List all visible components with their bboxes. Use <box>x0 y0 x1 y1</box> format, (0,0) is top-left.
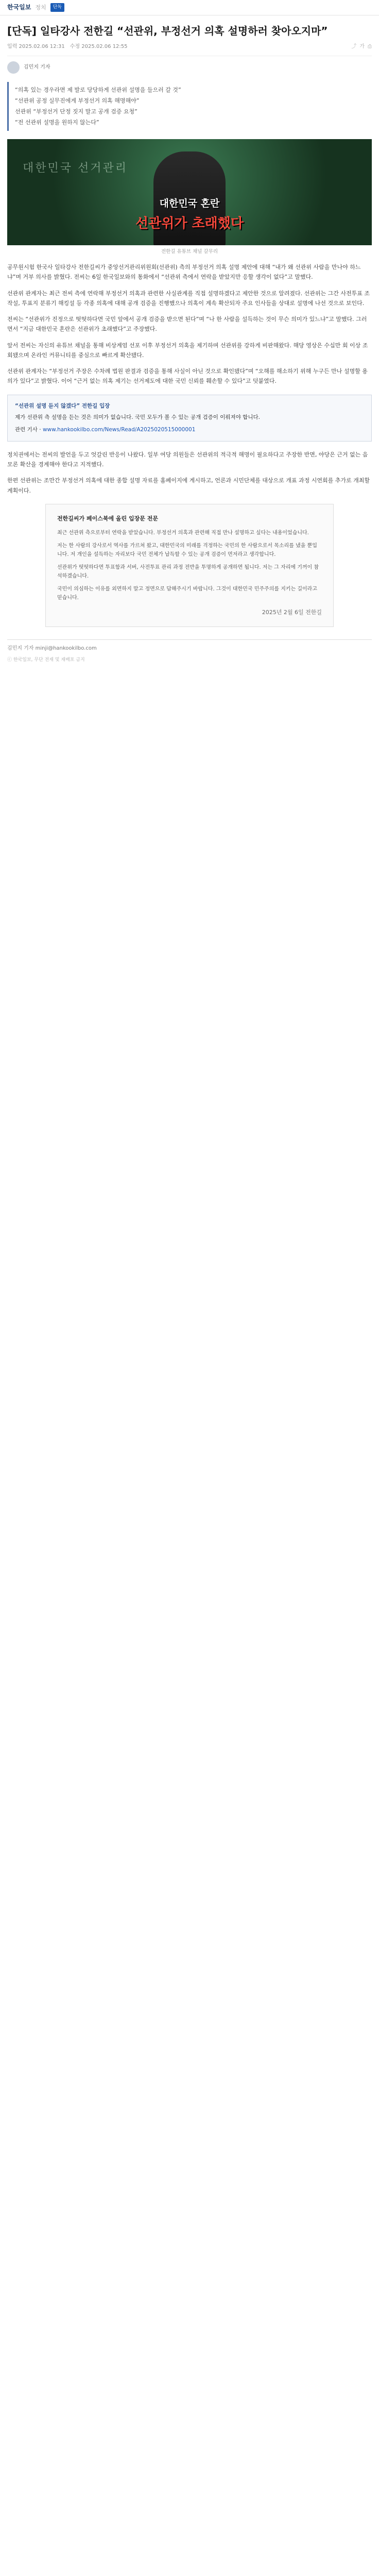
published-date: 입력 2025.02.06 12:31 <box>7 44 65 49</box>
reporter-email[interactable]: 김민지 기자 minji@hankookilbo.com <box>7 646 97 652</box>
quote-label: “선관위 설명 듣지 않겠다” 전한길 입장 <box>15 402 110 409</box>
related-label: 관련 기사 <box>15 427 38 433</box>
statement-document <box>45 504 334 628</box>
document-paragraph: 최근 선관위 측으로부터 연락을 받았습니다. 부정선거 의혹과 관련해 직접 만나 설명하고 싶다는 내용이었습니다. <box>57 530 309 536</box>
updated-date: 수정 2025.02.06 12:55 <box>70 44 128 49</box>
document-title: 전한길씨가 페이스북에 올린 입장문 전문 <box>57 515 158 522</box>
share-tools <box>351 42 372 52</box>
document-signoff: 2025년 2월 6일 전한길 <box>262 609 322 616</box>
body-paragraph: 공무원시험 한국사 일타강사 전한길씨가 중앙선거관리위원회(선관위) 측의 부정선거 의혹 설명 제안에 대해 “내가 왜 선관위 사람을 만나야 하느냐”며 거부 의사를 밝혔다. 전씨는 6일 한국일보와의 통화에서 “선관위 측에서 연락을 받았지만 응할 생각이 없다”고 말했다. <box>7 264 361 281</box>
section-breadcrumb[interactable]: 정치 <box>35 4 46 11</box>
quote-box: “선관위 설명 듣지 않겠다” 전한길 입장 제가 선관위 측 설명을 듣는 것은 의미가 없습니다. 국민 모두가 볼 수 있는 공개 검증이 이뤄져야 합니다. 관련 기사 · www.hankookilbo.com/News/Read/A2025020515000001 <box>7 395 372 442</box>
body-paragraph: 정치권에서는 전씨의 발언을 두고 엇갈린 반응이 나왔다. 일부 여당 의원들은 선관위의 적극적 해명이 필요하다고 주장한 반면, 야당은 근거 없는 음모론 확산을 경계해야 한다고 지적했다. <box>7 451 368 468</box>
article-meta <box>7 42 372 56</box>
reporter-name[interactable]: 김민지 기자 <box>24 64 50 70</box>
article-summary <box>7 82 372 131</box>
chalkboard-text: 대한민국 선거관리 <box>23 161 128 175</box>
article-body-continued <box>7 450 372 496</box>
document-paragraph: 국민이 의심하는 이유를 외면하지 말고 정면으로 답해주시기 바랍니다. 그것이 대한민국 민주주의를 지키는 길이라고 믿습니다. <box>57 586 318 601</box>
hero-caption-line1: 대한민국 혼란 <box>159 197 220 209</box>
document-paragraph: 저는 한 사람의 강사로서 역사를 가르쳐 왔고, 대한민국의 미래를 걱정하는 국민의 한 사람으로서 목소리를 냈을 뿐입니다. 저 개인을 설득하는 자리보다 국민 전체가 납득할 수 있는 공개 검증이 먼저라고 생각합니다. <box>57 543 317 557</box>
hero-image <box>7 139 372 245</box>
article-body <box>7 262 372 386</box>
body-paragraph: 한편 선관위는 조만간 부정선거 의혹에 대한 종합 설명 자료를 홈페이지에 게시하고, 언론과 시민단체를 대상으로 개표 과정 시연회를 추가로 개최할 계획이다. <box>7 477 370 494</box>
body-paragraph: 앞서 전씨는 자신의 유튜브 채널을 통해 비상계엄 선포 이후 부정선거 의혹을 제기하며 선관위를 강하게 비판해왔다. 해당 영상은 수십만 회 이상 조회됐으며 온라인 커뮤니티를 중심으로 빠르게 확산됐다. <box>7 342 368 359</box>
body-paragraph: 선관위 관계자는 최근 전씨 측에 연락해 부정선거 의혹과 관련한 사실관계를 직접 설명하겠다고 제안한 것으로 알려졌다. 선관위는 그간 사전투표 조작설, 투표지 분류기 해킹설 등 각종 의혹에 대해 공개 검증을 진행했으나 의혹이 계속 확산되자 주요 인사들을 상대로 설명에 나선 것으로 보인다. <box>7 290 370 307</box>
print-icon[interactable]: ⎙ <box>368 44 372 49</box>
article-headline: [단독] 일타강사 전한길 “선관위, 부정선거 의혹 설명하러 찾아오지마” <box>7 25 328 37</box>
quote-text: 제가 선관위 측 설명을 듣는 것은 의미가 없습니다. 국민 모두가 볼 수 있는 공개 검증이 이뤄져야 합니다. <box>15 414 260 420</box>
font-size-icon[interactable]: 가 <box>359 44 365 49</box>
summary-line: 선관위 “부정선거 단정 짓지 말고 공개 검증 요청” <box>15 108 137 115</box>
hero-caption-band <box>7 195 372 236</box>
reporter-box <box>7 61 372 74</box>
article-byline <box>7 639 372 664</box>
related-link[interactable]: www.hankookilbo.com/News/Read/A2025020515000001 <box>42 427 196 433</box>
article <box>0 24 379 665</box>
site-header <box>0 0 379 15</box>
exclusive-tag: 단독 <box>50 3 64 12</box>
image-caption: 전한길 유튜브 채널 갈무리 <box>161 248 218 255</box>
summary-line: “선관위 공정 실무진에게 부정선거 의혹 해명해야” <box>15 97 140 104</box>
body-paragraph: 전씨는 “선관위가 진정으로 떳떳하다면 국민 앞에서 공개 검증을 받으면 된다”며 “나 한 사람을 설득하는 것이 무슨 의미가 있느냐”고 말했다. 그러면서 “지금 대한민국 혼란은 선관위가 초래했다”고 주장했다. <box>7 316 367 333</box>
summary-line: “전 선관위 설명을 원하지 않는다” <box>15 119 99 126</box>
document-paragraph: 선관위가 떳떳하다면 투표함과 서버, 사전투표 관리 과정 전반을 투명하게 공개하면 됩니다. 저는 그 자리에 기꺼이 참석하겠습니다. <box>57 565 319 579</box>
hero-caption-line2: 선관위가 초래했다 <box>135 216 244 231</box>
share-icon[interactable]: ⤴ <box>351 44 357 49</box>
site-logo[interactable]: 한국일보 <box>7 4 31 11</box>
summary-line: “의혹 있는 경우라면 제 발로 당당하게 선관위 설명을 들으러 갈 것” <box>15 86 181 93</box>
reporter-avatar <box>7 61 20 74</box>
copyright-notice: ⓒ 한국일보, 무단 전재 및 재배포 금지 <box>7 657 85 663</box>
body-paragraph: 선관위 관계자는 “부정선거 주장은 수차례 법원 판결과 검증을 통해 사실이 아닌 것으로 확인됐다”며 “오해를 해소하기 위해 누구든 만나 설명할 용의가 있다”고 밝혔다. 이어 “근거 없는 의혹 제기는 선거제도에 대한 국민 신뢰를 훼손할 수 있다”고 덧붙였다. <box>7 368 368 385</box>
